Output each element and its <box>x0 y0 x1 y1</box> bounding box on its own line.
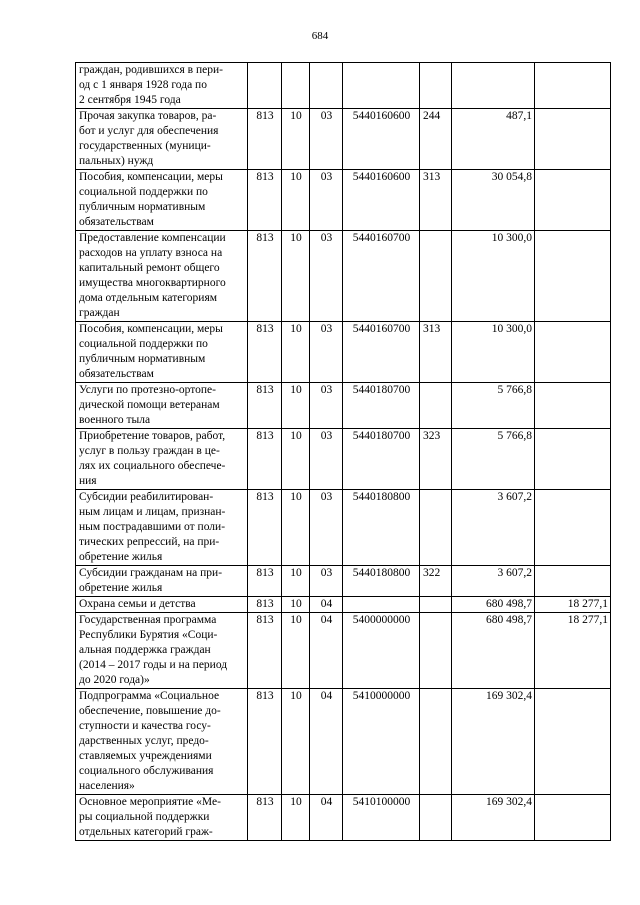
cell-name <box>76 322 248 383</box>
cell-pr: 03 <box>310 109 343 170</box>
cell-sum-2 <box>535 566 611 597</box>
cell-csr: 5440180800 <box>343 490 420 566</box>
cell-name <box>76 170 248 231</box>
cell-rz: 10 <box>282 429 310 490</box>
name-line: ным пострадавшими от поли- <box>79 521 226 533</box>
cell-csr: 5440160600 <box>343 170 420 231</box>
name-line: Охрана семьи и детства <box>79 598 196 610</box>
cell-gr: 813 <box>248 322 282 383</box>
name-line: обязательствам <box>79 216 154 228</box>
cell-sum-2 <box>535 322 611 383</box>
cell-csr: 5410100000 <box>343 795 420 841</box>
cell-name <box>76 109 248 170</box>
name-line: ния <box>79 475 97 487</box>
name-line: обеспечение, повышение до- <box>79 705 221 717</box>
cell-rz: 10 <box>282 322 310 383</box>
name-line: ры социальной поддержки <box>79 811 210 823</box>
name-line: обязательствам <box>79 368 154 380</box>
cell-sum-2 <box>535 490 611 566</box>
table-row <box>76 429 611 490</box>
name-line: лях их социального обеспече- <box>79 460 226 472</box>
name-line: государственных (муници- <box>79 140 211 152</box>
name-line: Государственная программа <box>79 614 217 626</box>
cell-sum-1: 30 054,8 <box>452 170 535 231</box>
cell-vr <box>420 597 452 613</box>
cell-vr <box>420 63 452 109</box>
cell-pr: 04 <box>310 613 343 689</box>
cell-pr: 03 <box>310 170 343 231</box>
name-line: социальной поддержки по <box>79 338 208 350</box>
name-line: Республики Бурятия «Соци- <box>79 629 218 641</box>
name-line: Прочая закупка товаров, ра- <box>79 110 217 122</box>
name-line: (2014 – 2017 годы и на период <box>79 659 228 671</box>
cell-pr: 03 <box>310 383 343 429</box>
cell-name <box>76 795 248 841</box>
table-row <box>76 231 611 322</box>
cell-pr: 04 <box>310 689 343 795</box>
cell-rz <box>282 63 310 109</box>
cell-pr: 03 <box>310 322 343 383</box>
name-line: военного тыла <box>79 414 151 426</box>
cell-sum-1: 680 498,7 <box>452 613 535 689</box>
cell-vr: 244 <box>420 109 452 170</box>
name-line: бот и услуг для обеспечения <box>79 125 219 137</box>
cell-rz: 10 <box>282 231 310 322</box>
cell-rz: 10 <box>282 566 310 597</box>
name-line: публичным нормативным <box>79 201 206 213</box>
cell-pr: 03 <box>310 490 343 566</box>
cell-sum-1 <box>452 63 535 109</box>
cell-vr <box>420 689 452 795</box>
name-line: тических репрессий, на при- <box>79 536 220 548</box>
cell-vr: 322 <box>420 566 452 597</box>
cell-gr: 813 <box>248 613 282 689</box>
cell-csr <box>343 63 420 109</box>
cell-csr: 5400000000 <box>343 613 420 689</box>
cell-gr: 813 <box>248 597 282 613</box>
cell-sum-2 <box>535 231 611 322</box>
cell-vr <box>420 613 452 689</box>
cell-name <box>76 566 248 597</box>
name-line: социального обслуживания <box>79 765 214 777</box>
cell-csr: 5440160600 <box>343 109 420 170</box>
table-row <box>76 109 611 170</box>
name-line: обретение жилья <box>79 582 163 594</box>
table-row <box>76 597 611 613</box>
cell-pr: 03 <box>310 429 343 490</box>
table-row <box>76 566 611 597</box>
name-line: альная поддержка граждан <box>79 644 211 656</box>
name-line: ставляемых учреждениями <box>79 750 212 762</box>
cell-sum-1: 169 302,4 <box>452 689 535 795</box>
cell-sum-2: 18 277,1 <box>535 597 611 613</box>
name-line: капитальный ремонт общего <box>79 262 220 274</box>
name-line: отдельных категорий граж- <box>79 826 213 838</box>
name-line: пальных) нужд <box>79 155 154 167</box>
table-row <box>76 613 611 689</box>
table-row <box>76 383 611 429</box>
cell-pr: 04 <box>310 597 343 613</box>
budget-table <box>75 62 611 841</box>
name-line: дарственных услуг, предо- <box>79 735 209 747</box>
cell-sum-2 <box>535 689 611 795</box>
cell-name <box>76 63 248 109</box>
name-line: дической помощи ветеранам <box>79 399 220 411</box>
cell-name <box>76 490 248 566</box>
name-line: граждан <box>79 307 120 319</box>
cell-gr <box>248 63 282 109</box>
cell-vr <box>420 231 452 322</box>
cell-rz: 10 <box>282 689 310 795</box>
cell-rz: 10 <box>282 383 310 429</box>
cell-sum-1: 169 302,4 <box>452 795 535 841</box>
cell-sum-2 <box>535 795 611 841</box>
cell-pr: 03 <box>310 231 343 322</box>
cell-gr: 813 <box>248 109 282 170</box>
name-line: расходов на уплату взноса на <box>79 247 223 259</box>
cell-gr: 813 <box>248 566 282 597</box>
name-line: ным лицам и лицам, признан- <box>79 506 226 518</box>
name-line: 2 сентября 1945 года <box>79 94 181 106</box>
cell-name <box>76 597 248 613</box>
cell-gr: 813 <box>248 429 282 490</box>
cell-csr: 5440160700 <box>343 322 420 383</box>
cell-sum-2 <box>535 429 611 490</box>
name-line: имущества многоквартирного <box>79 277 226 289</box>
cell-vr <box>420 795 452 841</box>
name-line: Приобретение товаров, работ, <box>79 430 226 442</box>
cell-sum-2 <box>535 170 611 231</box>
cell-vr: 323 <box>420 429 452 490</box>
cell-csr: 5440180700 <box>343 429 420 490</box>
cell-vr: 313 <box>420 322 452 383</box>
name-line: Субсидии реабилитирован- <box>79 491 214 503</box>
cell-sum-2 <box>535 109 611 170</box>
cell-csr: 5440160700 <box>343 231 420 322</box>
name-line: Подпрограмма «Социальное <box>79 690 220 702</box>
name-line: до 2020 года)» <box>79 674 150 686</box>
cell-sum-1: 10 300,0 <box>452 231 535 322</box>
cell-sum-1: 3 607,2 <box>452 490 535 566</box>
name-line: граждан, родившихся в пери- <box>79 64 223 76</box>
cell-rz: 10 <box>282 170 310 231</box>
name-line: обретение жилья <box>79 551 163 563</box>
table-row <box>76 490 611 566</box>
cell-rz: 10 <box>282 490 310 566</box>
cell-name <box>76 383 248 429</box>
cell-csr: 5440180700 <box>343 383 420 429</box>
cell-vr <box>420 383 452 429</box>
cell-sum-1: 487,1 <box>452 109 535 170</box>
cell-gr: 813 <box>248 689 282 795</box>
cell-rz: 10 <box>282 597 310 613</box>
name-line: населения» <box>79 780 135 792</box>
table-row <box>76 689 611 795</box>
cell-rz: 10 <box>282 795 310 841</box>
cell-vr <box>420 490 452 566</box>
name-line: од с 1 января 1928 года по <box>79 79 207 91</box>
table-row <box>76 322 611 383</box>
table-row <box>76 170 611 231</box>
cell-name <box>76 613 248 689</box>
cell-sum-1: 680 498,7 <box>452 597 535 613</box>
table-row <box>76 63 611 109</box>
name-line: Основное мероприятие «Ме- <box>79 796 221 808</box>
cell-pr: 03 <box>310 566 343 597</box>
name-line: дома отдельным категориям <box>79 292 218 304</box>
page-number: 684 <box>311 30 329 42</box>
name-line: Пособия, компенсации, меры <box>79 323 223 335</box>
cell-name <box>76 231 248 322</box>
cell-sum-2 <box>535 63 611 109</box>
cell-name <box>76 689 248 795</box>
cell-gr: 813 <box>248 795 282 841</box>
cell-sum-1: 5 766,8 <box>452 383 535 429</box>
cell-rz: 10 <box>282 109 310 170</box>
cell-pr: 04 <box>310 795 343 841</box>
name-line: Пособия, компенсации, меры <box>79 171 223 183</box>
name-line: ступности и качества госу- <box>79 720 211 732</box>
cell-sum-1: 5 766,8 <box>452 429 535 490</box>
name-line: Субсидии гражданам на при- <box>79 567 223 579</box>
cell-vr: 313 <box>420 170 452 231</box>
cell-gr: 813 <box>248 231 282 322</box>
cell-csr: 5440180800 <box>343 566 420 597</box>
table-row <box>76 795 611 841</box>
cell-gr: 813 <box>248 170 282 231</box>
name-line: социальной поддержки по <box>79 186 208 198</box>
cell-gr: 813 <box>248 490 282 566</box>
cell-csr: 5410000000 <box>343 689 420 795</box>
cell-gr: 813 <box>248 383 282 429</box>
cell-rz: 10 <box>282 613 310 689</box>
cell-name <box>76 429 248 490</box>
cell-sum-2 <box>535 383 611 429</box>
cell-pr <box>310 63 343 109</box>
cell-sum-2: 18 277,1 <box>535 613 611 689</box>
cell-csr <box>343 597 420 613</box>
name-line: Услуги по протезно-ортопе- <box>79 384 216 396</box>
name-line: Предоставление компенсации <box>79 232 226 244</box>
name-line: услуг в пользу граждан в це- <box>79 445 220 457</box>
cell-sum-1: 10 300,0 <box>452 322 535 383</box>
name-line: публичным нормативным <box>79 353 206 365</box>
cell-sum-1: 3 607,2 <box>452 566 535 597</box>
